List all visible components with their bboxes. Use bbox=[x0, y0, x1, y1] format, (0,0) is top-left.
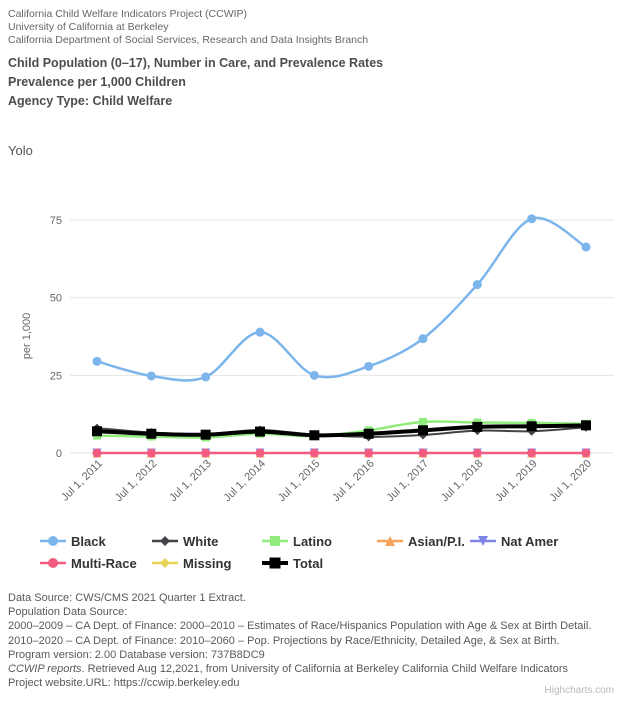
x-axis-tick-label: Jul 1, 2014 bbox=[221, 457, 269, 505]
footer-notes bbox=[8, 591, 591, 690]
x-axis-tick-label: Jul 1, 2018 bbox=[438, 457, 486, 505]
county-label: Yolo bbox=[8, 143, 33, 158]
x-axis-tick-label: Jul 1, 2015 bbox=[275, 457, 323, 505]
legend-label-asian-p-i: Asian/P.I. bbox=[408, 533, 465, 549]
footer-source-2000: 2000–2009 – CA Dept. of Finance: 2000–2010 – Estimates of Race/Hispanics Population with Age & Sex at Birth Detail. bbox=[8, 620, 592, 633]
agency-type-label: Agency Type: Child Welfare bbox=[8, 94, 173, 108]
series-multi-race[interactable] bbox=[93, 449, 591, 458]
footer-citation bbox=[8, 662, 591, 676]
y-axis-tick-label: 0 bbox=[55, 448, 62, 460]
org-line-2: University of California at Berkeley bbox=[8, 21, 169, 34]
footer-citation-url: Project website.URL: https://ccwip.berkeley.edu bbox=[8, 677, 240, 690]
legend-item-black[interactable] bbox=[40, 530, 152, 552]
legend-item-latino[interactable] bbox=[262, 530, 377, 552]
x-axis-tick-label: Jul 1, 2011 bbox=[59, 457, 106, 504]
total-series-marker-icon bbox=[262, 556, 288, 570]
x-axis-tick-label: Jul 1, 2013 bbox=[167, 457, 214, 505]
legend-label-white: White bbox=[183, 533, 219, 549]
y-axis-title: per 1,000 bbox=[21, 312, 33, 360]
asian-p-i-series-marker-icon bbox=[377, 534, 403, 548]
org-line-1: California Child Welfare Indicators Project (CCWIP) bbox=[8, 8, 248, 20]
nat-amer-series-marker-icon bbox=[470, 534, 496, 548]
legend-item-missing[interactable] bbox=[152, 552, 262, 574]
legend-label-black: Black bbox=[71, 533, 106, 549]
legend-item-multi-race[interactable] bbox=[40, 552, 152, 574]
footer-source-2010: 2010–2020 – CA Dept. of Finance: 2010–2060 – Pop. Projections by Race/Ethnicity, Detailed Age, & Sex at Birth. bbox=[8, 634, 560, 647]
legend-item-total[interactable] bbox=[262, 552, 377, 574]
footer-citation-rest: . Retrieved Aug 12,2021, from University of California at Berkeley California Child Welfare Indicators bbox=[81, 663, 569, 676]
x-axis-tick-label: Jul 1, 2019 bbox=[493, 457, 540, 505]
legend-label-multi-race: Multi-Race bbox=[71, 555, 137, 571]
x-axis-labels bbox=[59, 458, 594, 505]
series-latino[interactable] bbox=[93, 418, 590, 442]
chart-subtitle: Prevalence per 1,000 Children bbox=[8, 75, 186, 89]
org-line-3: California Department of Social Services, Research and Data Insights Branch bbox=[8, 34, 369, 47]
legend-item-white[interactable] bbox=[152, 530, 262, 552]
x-axis-tick-label: Jul 1, 2012 bbox=[112, 457, 160, 505]
x-axis-tick-label: Jul 1, 2017 bbox=[384, 457, 432, 505]
legend-item-nat-amer[interactable] bbox=[470, 530, 558, 552]
x-axis-tick-label: Jul 1, 2016 bbox=[330, 457, 377, 505]
white-series-marker-icon bbox=[152, 534, 178, 548]
footer-pop-source: Population Data Source: bbox=[8, 606, 128, 619]
legend-label-missing: Missing bbox=[183, 555, 232, 571]
legend-label-total: Total bbox=[293, 555, 324, 571]
y-axis-tick-label: 75 bbox=[49, 215, 62, 227]
y-axis-tick-label: 50 bbox=[49, 292, 62, 305]
footer-data-source: Data Source: CWS/CMS 2021 Quarter 1 Extract. bbox=[8, 592, 246, 604]
chart-legend bbox=[40, 530, 558, 574]
y-axis-tick-label: 25 bbox=[49, 370, 62, 383]
highcharts-credit[interactable]: Highcharts.com bbox=[544, 685, 614, 696]
multi-race-series-marker-icon bbox=[40, 556, 66, 570]
legend-label-nat-amer: Nat Amer bbox=[501, 533, 559, 549]
missing-series-marker-icon bbox=[152, 556, 178, 570]
x-axis-tick-label: Jul 1, 2020 bbox=[547, 457, 595, 505]
legend-label-latino: Latino bbox=[293, 533, 332, 549]
latino-series-marker-icon bbox=[262, 534, 288, 548]
chart-title: Child Population (0–17), Number in Care, and Prevalence Rates bbox=[8, 56, 384, 70]
black-series-marker-icon bbox=[40, 534, 66, 548]
footer-citation-italic: CCWIP reports bbox=[8, 663, 82, 676]
footer-version: Program version: 2.00 Database version: 737B8DC9 bbox=[8, 648, 265, 661]
legend-item-asian-p-i[interactable] bbox=[377, 530, 470, 552]
